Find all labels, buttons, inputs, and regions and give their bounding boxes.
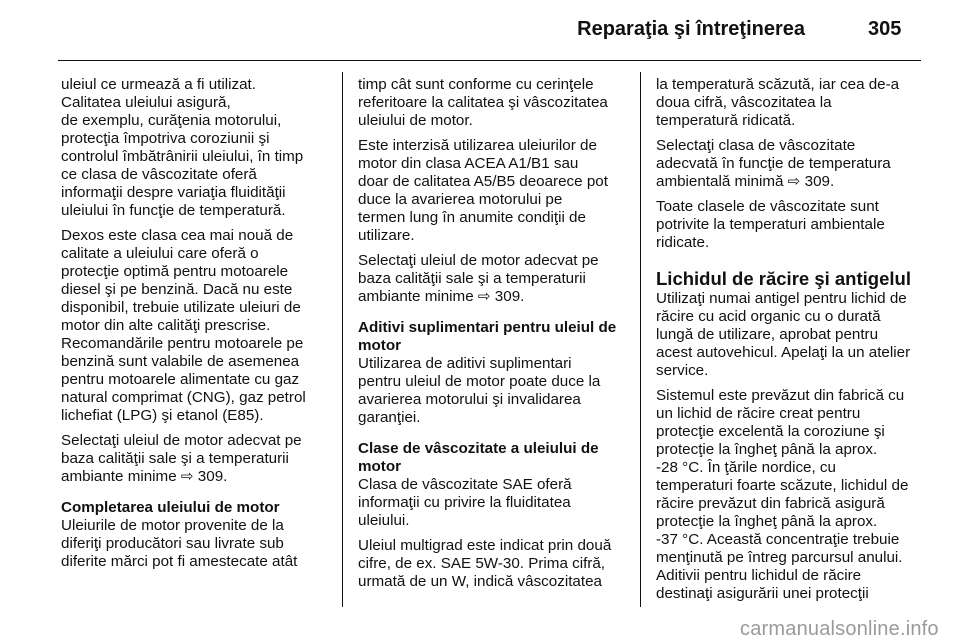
paragraph-line: timp cât sunt conforme cu cerinţele (358, 76, 594, 93)
paragraph-line: -28 °C. În ţările nordice, cu (656, 459, 836, 476)
text-column-2 (358, 76, 628, 591)
paragraph-line: controlul îmbătrânirii uleiului, în timp (61, 148, 304, 165)
paragraph-line: informaţii despre variaţia fluidităţii (61, 184, 286, 201)
paragraph-line: motor din alte calităţi prescrise. (61, 317, 271, 334)
paragraph-line: Uleiurile de motor provenite de la (61, 517, 284, 534)
paragraph-line: pentru motoarele alimentate cu gaz (61, 371, 300, 388)
paragraph-line: doua cifră, vâscozitatea la (656, 94, 832, 111)
paragraph-line: duce la avarierea motorului pe (358, 191, 563, 208)
paragraph-line: calitate a uleiului care oferă o (61, 245, 259, 262)
paragraph-line: Aditivii pentru lichidul de răcire (656, 567, 862, 584)
paragraph-line: -37 °C. Această concentraţie trebuie (656, 531, 900, 548)
paragraph-line: Uleiul multigrad este indicat prin două (358, 537, 612, 554)
paragraph-line: doar de calitatea A5/B5 deoarece pot (358, 173, 608, 190)
subheading-viscosity-grades: Clase de vâscozitate a uleiului de (358, 440, 599, 457)
paragraph-line: service. (656, 362, 709, 379)
paragraph-line: adecvată în funcţie de temperatura (656, 155, 891, 172)
paragraph-line: motor din clasa ACEA A1/B1 sau (358, 155, 579, 172)
paragraph-line: menţinută pe întreg parcursul anului. (656, 549, 903, 566)
paragraph-line: utilizare. (358, 227, 415, 244)
paragraph-line: acest autovehicul. Apelaţi la un atelier (656, 344, 911, 361)
paragraph-line: ce clasa de vâscozitate oferă (61, 166, 257, 183)
paragraph-line: diferite mărci pot fi amestecate atât (61, 553, 298, 570)
paragraph-line: Sistemul este prevăzut din fabrică cu (656, 387, 905, 404)
paragraph-line: ridicate. (656, 234, 710, 251)
paragraph-line: pentru uleiul de motor poate duce la (358, 373, 601, 390)
paragraph-line: Utilizarea de aditivi suplimentari (358, 355, 572, 372)
paragraph-line: temperatură ridicată. (656, 112, 796, 129)
paragraph-line: temperaturi foarte scăzute, lichidul de (656, 477, 909, 494)
paragraph-line: un lichid de răcire creat pentru (656, 405, 861, 422)
paragraph-line: disponibil, trebuie utilizate uleiuri de (61, 299, 301, 316)
paragraph-line: Selectaţi uleiul de motor adecvat pe (358, 252, 599, 269)
paragraph-line: Toate clasele de vâscozitate sunt (656, 198, 879, 215)
paragraph-line: protecţie la îngheţ până la aprox. (656, 441, 878, 458)
paragraph-line: baza calităţii sale şi a temperaturii (61, 450, 289, 467)
paragraph-line: diesel şi pe benzină. Dacă nu este (61, 281, 293, 298)
paragraph-line: la temperatură scăzută, iar cea de-a (656, 76, 900, 93)
paragraph-line: natural comprimat (CNG), gaz petrol (61, 389, 306, 406)
cross-reference-line: ambiante minime ⇨ 309. (61, 468, 228, 485)
paragraph-line: uleiul ce urmează a fi utilizat. (61, 76, 256, 93)
paragraph-line: Clasa de vâscozitate SAE oferă (358, 476, 572, 493)
paragraph-line: protecţie la îngheţ până la aprox. (656, 513, 878, 530)
header-divider (58, 60, 921, 61)
text-column-1 (61, 76, 331, 571)
column-divider-left (342, 72, 343, 607)
paragraph-line: Calitatea uleiului asigură, (61, 94, 231, 111)
paragraph-line: lungă de utilizare, aprobat pentru (656, 326, 879, 343)
paragraph-line: avarierea motorului şi invalidarea (358, 391, 581, 408)
paragraph-line: baza calităţii sale şi a temperaturii (358, 270, 586, 287)
paragraph-line: informaţii cu privire la fluiditatea (358, 494, 571, 511)
paragraph-line: benzină sunt valabile de asemenea (61, 353, 300, 370)
paragraph-line: Selectaţi uleiul de motor adecvat pe (61, 432, 302, 449)
paragraph-line: urmată de un W, indică vâscozitatea (358, 573, 602, 590)
paragraph-line: uleiului. (358, 512, 410, 529)
paragraph-line: Dexos este clasa cea mai nouă de (61, 227, 294, 244)
paragraph-line: garanţiei. (358, 409, 421, 426)
paragraph-line: destinaţi asigurării unei protecţii (656, 585, 869, 602)
page-number: 305 (868, 18, 902, 40)
paragraph-line: de exemplu, curăţenia motorului, (61, 112, 282, 129)
paragraph-line: referitoare la calitatea şi vâscozitatea (358, 94, 608, 111)
cross-reference-line: ambiante minime ⇨ 309. (358, 288, 525, 305)
subheading-oil-additives: Aditivi suplimentari pentru uleiul de (358, 319, 617, 336)
paragraph-line: răcire prevăzut din fabrică asigură (656, 495, 885, 512)
subheading-viscosity-grades-cont: motor (358, 458, 402, 475)
paragraph-line: diferiţi producători sau livrate sub (61, 535, 284, 552)
paragraph-line: termen lung în anumite condiţii de (358, 209, 586, 226)
paragraph-line: protecţie excelentă la coroziune şi (656, 423, 885, 440)
cross-reference-line: ambientală minimă ⇨ 309. (656, 173, 835, 190)
paragraph-line: uleiului în funcţie de temperatură. (61, 202, 286, 219)
paragraph-line: Utilizaţi numai antigel pentru lichid de (656, 290, 907, 307)
section-heading-coolant: Lichidul de răcire şi antigelul (656, 268, 911, 289)
paragraph-line: potrivite la temperaturi ambientale (656, 216, 885, 233)
paragraph-line: cifre, de ex. SAE 5W-30. Prima cifră, (358, 555, 606, 572)
paragraph-line: Recomandările pentru motoarele pe (61, 335, 304, 352)
paragraph-line: răcire cu acid organic cu o durată (656, 308, 881, 325)
subheading-topping-up-oil: Completarea uleiului de motor (61, 499, 280, 516)
paragraph-line: protecţia împotriva coroziunii şi (61, 130, 270, 147)
column-divider-right (640, 72, 641, 607)
text-column-3 (656, 76, 926, 603)
paragraph-line: Este interzisă utilizarea uleiurilor de (358, 137, 597, 154)
paragraph-line: uleiului de motor. (358, 112, 473, 129)
site-watermark: carmanualsonline.info (740, 618, 939, 640)
paragraph-line: Selectaţi clasa de vâscozitate (656, 137, 856, 154)
paragraph-line: lichefiat (LPG) şi etanol (E85). (61, 407, 264, 424)
subheading-oil-additives-cont: motor (358, 337, 402, 354)
paragraph-line: protecţie optimă pentru motoarele (61, 263, 289, 280)
page-header-title: Reparaţia şi întreţinerea (577, 18, 805, 40)
